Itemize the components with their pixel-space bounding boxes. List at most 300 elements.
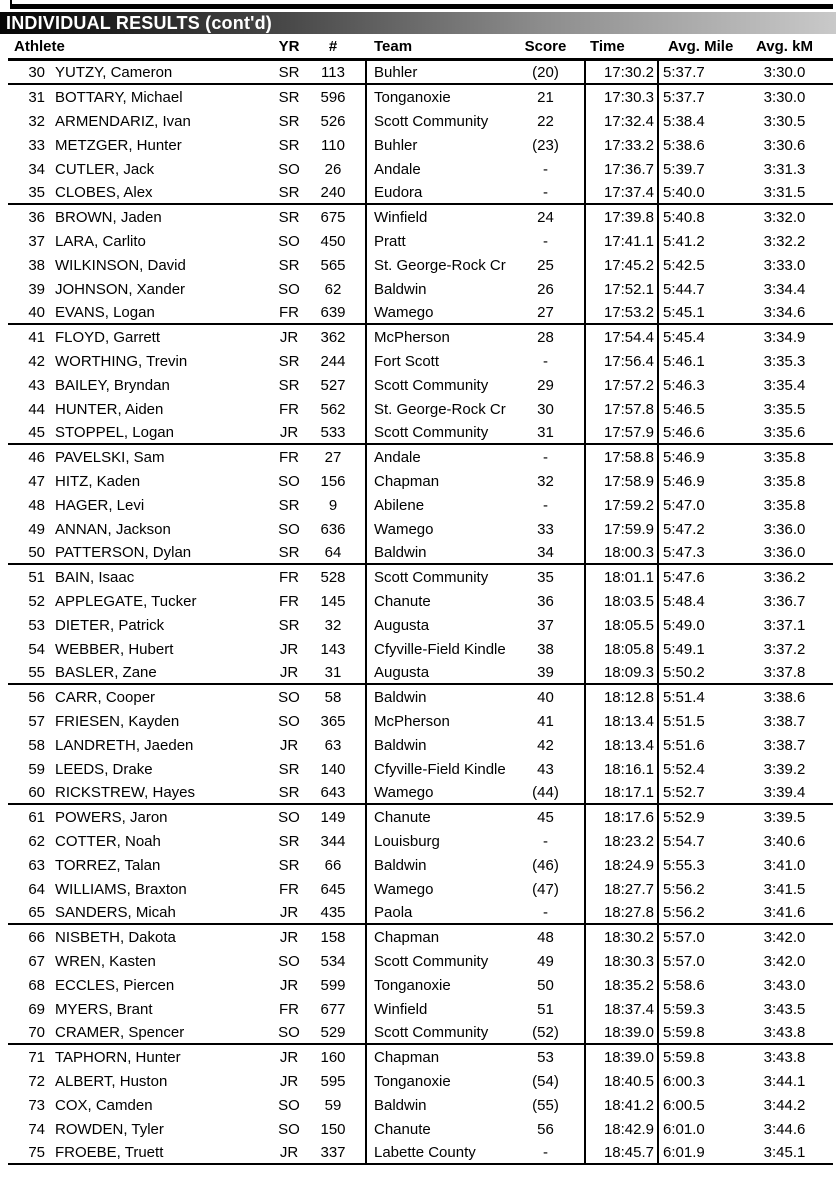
cell-athlete-name: PATTERSON, Dylan: [55, 543, 192, 561]
cell-rank: 43: [28, 376, 45, 394]
cell-avg-mile: 5:54.7: [663, 832, 705, 850]
table-row: [8, 181, 833, 205]
cell-year: JR: [279, 640, 299, 658]
cell-time: 17:59.9: [603, 520, 654, 538]
cell-time: 18:03.5: [603, 592, 654, 610]
cell-athlete-name: FROEBE, Truett: [55, 1143, 164, 1161]
cell-athlete-name: LARA, Carlito: [55, 232, 146, 250]
table-row: [8, 541, 833, 565]
results-table-body: [8, 58, 833, 1165]
cell-avg-km: 3:35.6: [763, 423, 806, 441]
cell-rank: 35: [28, 183, 45, 201]
cell-score: -: [543, 832, 548, 850]
cell-score: 42: [537, 736, 554, 754]
table-row: [8, 517, 833, 541]
cell-time: 18:17.1: [603, 783, 654, 801]
cell-team: Wamego: [374, 520, 434, 538]
cell-avg-km: 3:38.7: [763, 736, 806, 754]
cell-score: 38: [537, 640, 554, 658]
cell-score: -: [543, 448, 548, 466]
cell-score: 30: [537, 400, 554, 418]
table-row: [8, 229, 833, 253]
table-row: [8, 805, 833, 829]
cell-avg-km: 3:36.0: [763, 520, 806, 538]
table-row: [8, 493, 833, 517]
cell-team: Tonganoxie: [374, 1072, 451, 1090]
cell-rank: 50: [28, 543, 45, 561]
table-row: [8, 205, 833, 229]
cell-rank: 30: [28, 63, 45, 81]
cell-rank: 69: [28, 1000, 45, 1018]
cell-score: -: [543, 352, 548, 370]
cell-year: SO: [278, 952, 300, 970]
cell-bib-number: 140: [320, 760, 346, 778]
cell-athlete-name: ROWDEN, Tyler: [55, 1120, 164, 1138]
cell-avg-mile: 5:56.2: [663, 903, 705, 921]
cell-year: JR: [279, 976, 299, 994]
cell-avg-km: 3:42.0: [763, 952, 806, 970]
table-row: [8, 253, 833, 277]
cell-year: SO: [278, 232, 300, 250]
cell-team: Scott Community: [374, 1023, 489, 1041]
cell-team: Paola: [374, 903, 413, 921]
cell-score: 26: [537, 280, 554, 298]
cell-avg-mile: 5:37.7: [663, 63, 705, 81]
cell-team: Chanute: [374, 1120, 431, 1138]
cell-athlete-name: CRAMER, Spencer: [55, 1023, 185, 1041]
table-row: [8, 757, 833, 781]
cell-avg-mile: 5:46.9: [663, 448, 705, 466]
cell-bib-number: 365: [320, 712, 346, 730]
cell-avg-km: 3:39.5: [763, 808, 806, 826]
cell-athlete-name: DIETER, Patrick: [55, 616, 165, 634]
cell-athlete-name: ANNAN, Jackson: [55, 520, 171, 538]
cell-year: SR: [278, 112, 300, 130]
cell-year: FR: [279, 568, 299, 586]
table-row: [8, 157, 833, 181]
cell-team: Eudora: [374, 183, 423, 201]
cell-athlete-name: COX, Camden: [55, 1096, 153, 1114]
table-row: [8, 949, 833, 973]
cell-avg-mile: 5:57.0: [663, 952, 705, 970]
cell-rank: 49: [28, 520, 45, 538]
cell-avg-km: 3:39.2: [763, 760, 806, 778]
cell-athlete-name: BAIN, Isaac: [55, 568, 135, 586]
cell-avg-km: 3:30.0: [763, 88, 806, 106]
cell-avg-mile: 5:45.4: [663, 328, 705, 346]
cell-avg-mile: 5:55.3: [663, 856, 705, 874]
cell-avg-mile: 5:52.7: [663, 783, 705, 801]
cell-bib-number: 599: [320, 976, 346, 994]
table-row: [8, 1069, 833, 1093]
cell-time: 18:39.0: [603, 1048, 654, 1066]
cell-team: Baldwin: [374, 688, 427, 706]
cell-rank: 56: [28, 688, 45, 706]
cell-year: FR: [279, 303, 299, 321]
cell-rank: 62: [28, 832, 45, 850]
cell-rank: 59: [28, 760, 45, 778]
cell-rank: 51: [28, 568, 45, 586]
cell-score: (52): [532, 1023, 559, 1041]
cell-score: (46): [532, 856, 559, 874]
cell-year: SR: [278, 88, 300, 106]
cell-avg-mile: 5:48.4: [663, 592, 705, 610]
cell-year: SR: [278, 136, 300, 154]
cell-avg-km: 3:43.8: [763, 1048, 806, 1066]
cell-avg-mile: 5:40.8: [663, 208, 705, 226]
cell-team: Baldwin: [374, 856, 427, 874]
cell-year: SR: [278, 760, 300, 778]
table-row: [8, 613, 833, 637]
cell-bib-number: 63: [324, 736, 342, 754]
cell-team: Abilene: [374, 496, 425, 514]
cell-score: 49: [537, 952, 554, 970]
table-row: [8, 1045, 833, 1069]
cell-time: 17:58.8: [603, 448, 654, 466]
col-header-team: Team: [374, 38, 413, 55]
cell-athlete-name: EVANS, Logan: [55, 303, 155, 321]
cell-year: JR: [279, 1048, 299, 1066]
cell-athlete-name: RICKSTREW, Hayes: [55, 783, 196, 801]
cell-athlete-name: HITZ, Kaden: [55, 472, 141, 490]
cell-time: 18:40.5: [603, 1072, 654, 1090]
cell-score: -: [543, 160, 548, 178]
previous-table-bottom-rule: [10, 4, 833, 9]
cell-rank: 47: [28, 472, 45, 490]
col-header-time: Time: [590, 38, 625, 55]
cell-year: JR: [279, 928, 299, 946]
cell-avg-mile: 6:01.9: [663, 1143, 705, 1161]
cell-year: JR: [279, 423, 299, 441]
cell-time: 17:39.8: [603, 208, 654, 226]
cell-score: (20): [532, 63, 559, 81]
cell-time: 17:53.2: [603, 303, 654, 321]
cell-year: SR: [278, 616, 300, 634]
cell-team: Buhler: [374, 63, 418, 81]
cell-team: Chapman: [374, 928, 440, 946]
cell-avg-km: 3:34.6: [763, 303, 806, 321]
cell-rank: 36: [28, 208, 45, 226]
cell-avg-km: 3:35.8: [763, 448, 806, 466]
cell-year: SO: [278, 280, 300, 298]
cell-athlete-name: TORREZ, Talan: [55, 856, 161, 874]
cell-score: 43: [537, 760, 554, 778]
cell-rank: 61: [28, 808, 45, 826]
cell-avg-km: 3:36.2: [763, 568, 806, 586]
cell-year: SR: [278, 832, 300, 850]
cell-score: (44): [532, 783, 559, 801]
cell-bib-number: 344: [320, 832, 346, 850]
cell-avg-km: 3:34.9: [763, 328, 806, 346]
cell-year: SO: [278, 1023, 300, 1041]
cell-avg-km: 3:41.5: [763, 880, 806, 898]
cell-year: FR: [279, 400, 299, 418]
cell-score: 24: [537, 208, 554, 226]
cell-athlete-name: HAGER, Levi: [55, 496, 145, 514]
table-row: [8, 85, 833, 109]
cell-bib-number: 533: [320, 423, 346, 441]
cell-athlete-name: WILKINSON, David: [55, 256, 186, 274]
cell-team: Baldwin: [374, 736, 427, 754]
cell-bib-number: 244: [320, 352, 346, 370]
table-row: [8, 1021, 833, 1045]
cell-year: SR: [278, 783, 300, 801]
cell-athlete-name: NISBETH, Dakota: [55, 928, 176, 946]
table-row: [8, 325, 833, 349]
table-row: [8, 685, 833, 709]
cell-year: JR: [279, 736, 299, 754]
cell-team: Chanute: [374, 808, 431, 826]
cell-team: Andale: [374, 160, 421, 178]
cell-avg-mile: 5:49.0: [663, 616, 705, 634]
cell-avg-mile: 5:40.0: [663, 183, 705, 201]
cell-score: 48: [537, 928, 554, 946]
cell-bib-number: 58: [324, 688, 342, 706]
cell-avg-km: 3:44.2: [763, 1096, 806, 1114]
cell-avg-km: 3:37.2: [763, 640, 806, 658]
cell-rank: 37: [28, 232, 45, 250]
cell-avg-km: 3:34.4: [763, 280, 806, 298]
cell-bib-number: 527: [320, 376, 346, 394]
cell-rank: 44: [28, 400, 45, 418]
column-divider-team: [365, 61, 367, 1165]
cell-athlete-name: PAVELSKI, Sam: [55, 448, 165, 466]
cell-rank: 55: [28, 663, 45, 681]
table-row: [8, 589, 833, 613]
cell-athlete-name: POWERS, Jaron: [55, 808, 168, 826]
cell-rank: 54: [28, 640, 45, 658]
cell-time: 18:16.1: [603, 760, 654, 778]
table-row: [8, 997, 833, 1021]
table-row: [8, 661, 833, 685]
cell-athlete-name: WORTHING, Trevin: [55, 352, 188, 370]
cell-team: Scott Community: [374, 952, 489, 970]
cell-score: -: [543, 1143, 548, 1161]
table-row: [8, 829, 833, 853]
cell-avg-mile: 5:47.6: [663, 568, 705, 586]
cell-year: SR: [278, 208, 300, 226]
cell-rank: 48: [28, 496, 45, 514]
cell-team: Scott Community: [374, 423, 489, 441]
cell-rank: 73: [28, 1096, 45, 1114]
cell-score: 40: [537, 688, 554, 706]
cell-team: Tonganoxie: [374, 976, 451, 994]
cell-bib-number: 534: [320, 952, 346, 970]
cell-team: Scott Community: [374, 112, 489, 130]
cell-team: Winfield: [374, 208, 428, 226]
cell-rank: 39: [28, 280, 45, 298]
cell-avg-mile: 5:51.6: [663, 736, 705, 754]
cell-athlete-name: LEEDS, Drake: [55, 760, 153, 778]
cell-time: 18:12.8: [603, 688, 654, 706]
cell-bib-number: 240: [320, 183, 346, 201]
cell-time: 18:42.9: [603, 1120, 654, 1138]
cell-time: 18:05.5: [603, 616, 654, 634]
cell-avg-mile: 5:47.3: [663, 543, 705, 561]
cell-time: 17:52.1: [603, 280, 654, 298]
cell-avg-km: 3:40.6: [763, 832, 806, 850]
cell-score: 34: [537, 543, 554, 561]
cell-rank: 70: [28, 1023, 45, 1041]
cell-score: -: [543, 232, 548, 250]
cell-bib-number: 160: [320, 1048, 346, 1066]
cell-year: SR: [278, 63, 300, 81]
cell-year: JR: [279, 1143, 299, 1161]
cell-bib-number: 64: [324, 543, 342, 561]
cell-score: 25: [537, 256, 554, 274]
table-header-row: [8, 34, 833, 58]
cell-avg-mile: 5:44.7: [663, 280, 705, 298]
cell-time: 18:45.7: [603, 1143, 654, 1161]
col-header-score: Score: [524, 38, 567, 55]
cell-avg-km: 3:35.5: [763, 400, 806, 418]
cell-athlete-name: FLOYD, Garrett: [55, 328, 161, 346]
cell-avg-mile: 5:46.5: [663, 400, 705, 418]
cell-bib-number: 596: [320, 88, 346, 106]
cell-time: 18:00.3: [603, 543, 654, 561]
cell-rank: 31: [28, 88, 45, 106]
cell-rank: 63: [28, 856, 45, 874]
section-title-bar: [0, 12, 836, 34]
cell-rank: 57: [28, 712, 45, 730]
cell-avg-km: 3:38.6: [763, 688, 806, 706]
cell-time: 17:30.2: [603, 63, 654, 81]
cell-athlete-name: METZGER, Hunter: [55, 136, 182, 154]
cell-team: St. George-Rock Cr: [374, 400, 506, 418]
col-header-avg-km: Avg. kM: [756, 38, 813, 55]
cell-athlete-name: WILLIAMS, Braxton: [55, 880, 187, 898]
cell-avg-km: 3:30.6: [763, 136, 806, 154]
cell-time: 17:30.3: [603, 88, 654, 106]
cell-rank: 41: [28, 328, 45, 346]
cell-time: 18:13.4: [603, 712, 654, 730]
col-header-avg-mile: Avg. Mile: [668, 38, 734, 55]
cell-score: 50: [537, 976, 554, 994]
cell-team: Wamego: [374, 880, 434, 898]
cell-bib-number: 562: [320, 400, 346, 418]
cell-team: McPherson: [374, 712, 450, 730]
cell-avg-mile: 5:52.9: [663, 808, 705, 826]
cell-team: St. George-Rock Cr: [374, 256, 506, 274]
table-row: [8, 1141, 833, 1165]
table-row: [8, 901, 833, 925]
cell-bib-number: 337: [320, 1143, 346, 1161]
cell-bib-number: 62: [324, 280, 342, 298]
table-row: [8, 109, 833, 133]
cell-bib-number: 32: [324, 616, 342, 634]
cell-year: SO: [278, 520, 300, 538]
cell-team: Chapman: [374, 472, 440, 490]
cell-time: 17:33.2: [603, 136, 654, 154]
cell-year: SO: [278, 712, 300, 730]
cell-bib-number: 435: [320, 903, 346, 921]
table-row: [8, 445, 833, 469]
cell-bib-number: 565: [320, 256, 346, 274]
cell-year: SR: [278, 376, 300, 394]
cell-team: Wamego: [374, 783, 434, 801]
cell-avg-km: 3:44.1: [763, 1072, 806, 1090]
table-row: [8, 781, 833, 805]
cell-score: 21: [537, 88, 554, 106]
cell-avg-mile: 5:37.7: [663, 88, 705, 106]
cell-team: Baldwin: [374, 543, 427, 561]
cell-team: Baldwin: [374, 280, 427, 298]
cell-time: 18:39.0: [603, 1023, 654, 1041]
cell-athlete-name: BAILEY, Bryndan: [55, 376, 170, 394]
cell-time: 18:01.1: [603, 568, 654, 586]
cell-bib-number: 636: [320, 520, 346, 538]
cell-athlete-name: CLOBES, Alex: [55, 183, 153, 201]
cell-avg-mile: 5:59.3: [663, 1000, 705, 1018]
table-row: [8, 277, 833, 301]
cell-avg-mile: 5:57.0: [663, 928, 705, 946]
cell-year: SO: [278, 808, 300, 826]
cell-avg-mile: 6:00.5: [663, 1096, 705, 1114]
cell-year: FR: [279, 880, 299, 898]
cell-avg-km: 3:31.5: [763, 183, 806, 201]
cell-avg-km: 3:36.7: [763, 592, 806, 610]
cell-bib-number: 529: [320, 1023, 346, 1041]
table-row: [8, 469, 833, 493]
cell-rank: 42: [28, 352, 45, 370]
cell-athlete-name: WEBBER, Hubert: [55, 640, 174, 658]
cell-score: -: [543, 183, 548, 201]
cell-athlete-name: MYERS, Brant: [55, 1000, 153, 1018]
cell-team: Winfield: [374, 1000, 428, 1018]
cell-score: -: [543, 496, 548, 514]
cell-bib-number: 526: [320, 112, 346, 130]
column-divider-time-right: [657, 61, 659, 1165]
cell-time: 17:59.2: [603, 496, 654, 514]
cell-rank: 71: [28, 1048, 45, 1066]
cell-avg-mile: 5:46.9: [663, 472, 705, 490]
cell-bib-number: 675: [320, 208, 346, 226]
cell-avg-mile: 5:42.5: [663, 256, 705, 274]
cell-bib-number: 150: [320, 1120, 346, 1138]
cell-bib-number: 677: [320, 1000, 346, 1018]
cell-rank: 60: [28, 783, 45, 801]
cell-year: JR: [279, 903, 299, 921]
cell-bib-number: 31: [324, 663, 342, 681]
cell-time: 18:27.8: [603, 903, 654, 921]
cell-bib-number: 645: [320, 880, 346, 898]
cell-year: SR: [278, 256, 300, 274]
cell-rank: 45: [28, 423, 45, 441]
cell-athlete-name: CUTLER, Jack: [55, 160, 155, 178]
cell-team: Tonganoxie: [374, 88, 451, 106]
col-header-bib: #: [328, 38, 338, 55]
cell-time: 17:41.1: [603, 232, 654, 250]
table-row: [8, 1093, 833, 1117]
cell-bib-number: 59: [324, 1096, 342, 1114]
cell-score: 39: [537, 663, 554, 681]
cell-avg-mile: 5:46.6: [663, 423, 705, 441]
cell-team: Cfyville-Field Kindle: [374, 760, 506, 778]
cell-athlete-name: BASLER, Zane: [55, 663, 157, 681]
cell-athlete-name: COTTER, Noah: [55, 832, 161, 850]
table-row: [8, 373, 833, 397]
cell-bib-number: 149: [320, 808, 346, 826]
cell-year: SO: [278, 1096, 300, 1114]
cell-score: 29: [537, 376, 554, 394]
cell-avg-mile: 5:56.2: [663, 880, 705, 898]
cell-avg-km: 3:43.8: [763, 1023, 806, 1041]
cell-athlete-name: ALBERT, Huston: [55, 1072, 168, 1090]
cell-time: 17:57.8: [603, 400, 654, 418]
cell-athlete-name: BOTTARY, Michael: [55, 88, 183, 106]
cell-bib-number: 143: [320, 640, 346, 658]
cell-avg-km: 3:35.8: [763, 496, 806, 514]
